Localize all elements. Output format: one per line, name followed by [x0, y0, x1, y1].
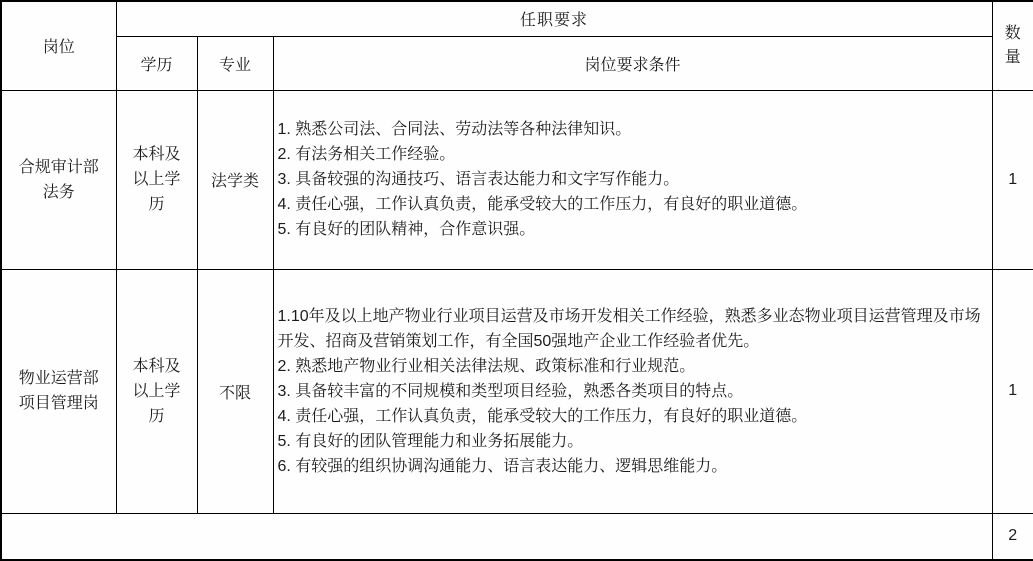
quantity-cell: 1 — [992, 269, 1033, 513]
position-line: 物业运营部 — [18, 370, 99, 387]
table-row-footer — [1, 513, 1033, 560]
footer-merged-empty-cell — [1, 513, 992, 560]
table-row — [1, 90, 1033, 269]
condition-item: 2. 熟悉地产物业行业相关法律法规、政策标准和行业规范。 — [277, 357, 696, 375]
conditions-cell — [273, 90, 992, 269]
condition-item: 2. 有法务相关工作经验。 — [277, 146, 456, 163]
education-cell — [116, 269, 197, 513]
condition-item: 5. 有良好的团队管理能力和业务拓展能力。 — [277, 432, 584, 450]
position-cell — [1, 269, 116, 513]
header-row-top — [1, 1, 1033, 36]
condition-item: 5. 有良好的团队精神，合作意识强。 — [277, 221, 536, 238]
condition-item: 4. 责任心强，工作认真负责，能承受较大的工作压力，有良好的职业道德。 — [277, 196, 808, 213]
header-row-sub — [1, 36, 1033, 90]
position-line: 法务 — [42, 183, 75, 201]
header-requirements-group: 任职要求 — [116, 1, 992, 36]
major-cell: 不限 — [197, 269, 273, 513]
position-cell — [1, 90, 116, 269]
header-education: 学历 — [116, 36, 197, 90]
education-text: 本科及以上学历 — [132, 146, 181, 213]
education-text: 本科及以上学历 — [132, 357, 181, 425]
education-cell — [116, 90, 197, 269]
position-line: 项目管理岗 — [18, 395, 99, 412]
quantity-cell: 1 — [992, 90, 1033, 269]
table-row — [1, 269, 1033, 513]
condition-item: 3. 具备较强的沟通技巧、语言表达能力和文字写作能力。 — [277, 171, 680, 188]
condition-item: 6. 有较强的组织协调沟通能力、语言表达能力、逻辑思维能力。 — [277, 457, 728, 475]
condition-item: 1.10年及以上地产物业行业项目运营及市场开发相关工作经验，熟悉多业态物业项目运营管理及市场开发、招商及营销策划工作，有全国50强地产企业工作经验者优先。 — [277, 307, 981, 350]
header-quantity-label: 数量 — [1004, 24, 1021, 66]
header-position: 岗位 — [1, 1, 116, 90]
header-conditions: 岗位要求条件 — [273, 36, 992, 90]
quantity-cell: 2 — [992, 513, 1033, 560]
conditions-cell — [273, 269, 992, 513]
condition-item: 1. 熟悉公司法、合同法、劳动法等各种法律知识。 — [277, 121, 632, 138]
header-quantity — [992, 1, 1033, 90]
header-major: 专业 — [197, 36, 273, 90]
condition-item: 4. 责任心强，工作认真负责，能承受较大的工作压力，有良好的职业道德。 — [277, 407, 808, 425]
condition-item: 3. 具备较丰富的不同规模和类型项目经验，熟悉各类项目的特点。 — [277, 382, 744, 400]
major-cell: 法学类 — [197, 90, 273, 269]
position-line: 合规审计部 — [18, 158, 99, 176]
